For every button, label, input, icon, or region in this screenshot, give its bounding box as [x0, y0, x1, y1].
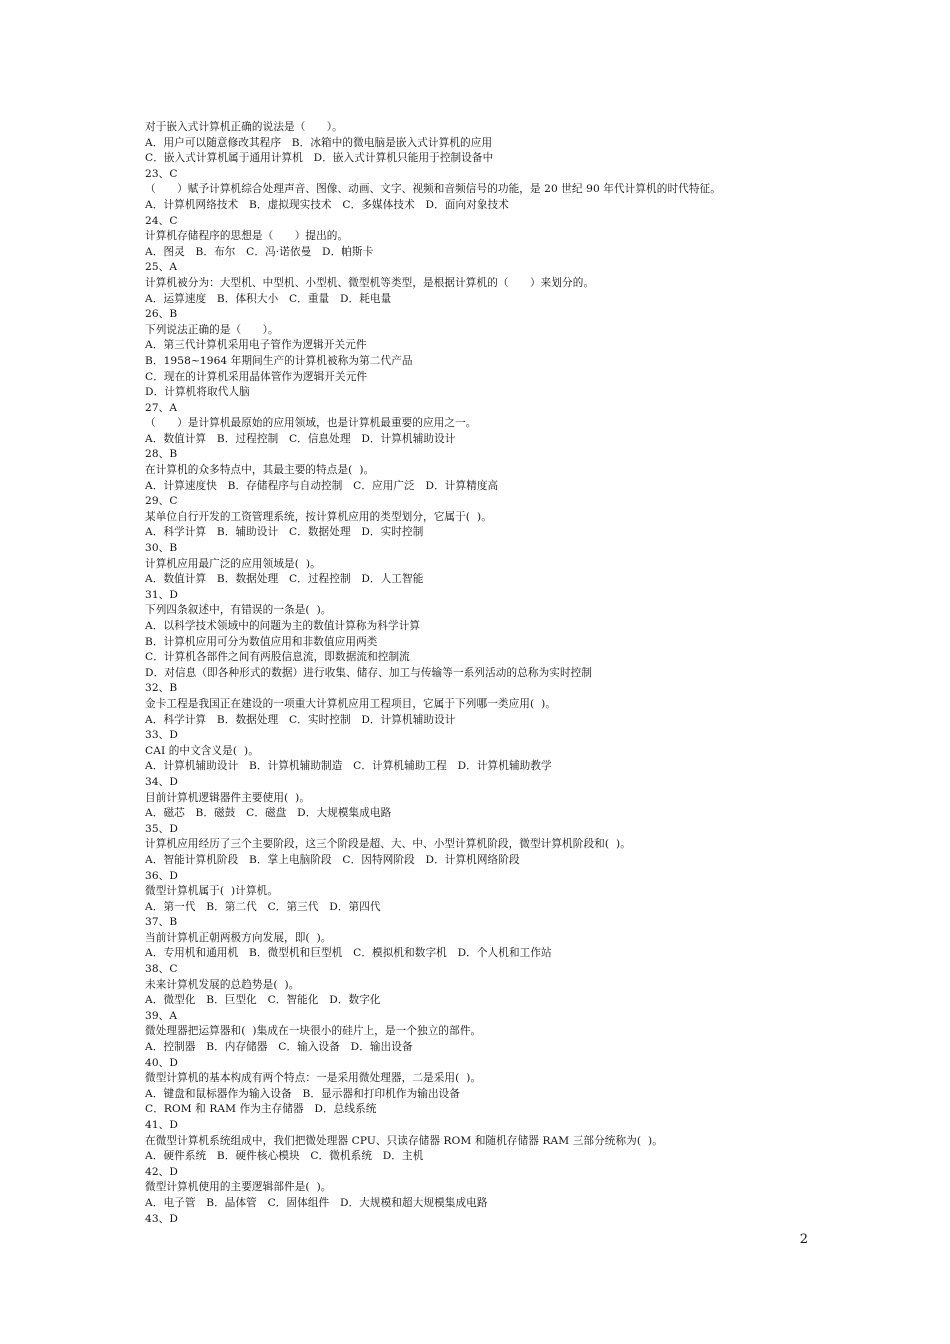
text-line: 计算机应用最广泛的应用领域是( )。	[145, 557, 321, 570]
text-line: A．科学计算 B．辅助设计 C．数据处理 D．实时控制	[145, 526, 424, 539]
text-line: 下列说法正确的是（ ）。	[145, 323, 279, 336]
text-line: A．数值计算 B．过程控制 C．信息处理 D．计算机辅助设计	[145, 432, 456, 445]
text-line: CAI 的中文含义是( )。	[145, 744, 259, 757]
text-line: 33、D	[145, 729, 178, 742]
text-line: 在微型计算机系统组成中，我们把微处理器 CPU、只读存储器 ROM 和随机存储器 RAM 三部分统称为( )。	[145, 1134, 663, 1147]
text-line: 37、B	[145, 916, 178, 929]
text-line: 微处理器把运算器和( )集成在一块很小的硅片上，是一个独立的部件。	[145, 1025, 482, 1038]
text-line: A．控制器 B．内存储器 C．输入设备 D．输出设备	[145, 1041, 413, 1054]
text-line: （ ）是计算机最原始的应用领域，也是计算机最重要的应用之一。	[145, 417, 477, 430]
text-line: 38、C	[145, 963, 178, 976]
text-line: A．用户可以随意修改其程序 B．冰箱中的微电脑是嵌入式计算机的应用	[145, 136, 493, 149]
text-line: A．计算机网络技术 B．虚拟现实技术 C．多媒体技术 D．面向对象技术	[145, 198, 509, 211]
text-line: 25、A	[145, 261, 178, 274]
text-line: A．第三代计算机采用电子管作为逻辑开关元件	[145, 339, 367, 352]
text-line: A．以科学技术领域中的问题为主的数值计算称为科学计算	[145, 620, 421, 632]
text-line: C．ROM 和 RAM 作为主存储器 D．总线系统	[145, 1103, 377, 1116]
text-line: 31、D	[145, 588, 178, 601]
text-line: B．计算机应用可分为数值应用和非数值应用两类	[145, 635, 378, 648]
text-line: 计算机存储程序的思想是（ ）提出的。	[145, 230, 349, 243]
text-line: A．计算机辅助设计 B．计算机辅助制造 C．计算机辅助工程 D．计算机辅助教学	[145, 760, 552, 773]
text-line: A．计算速度快 B．存储程序与自动控制 C．应用广泛 D．计算精度高	[145, 479, 499, 492]
text-line: 36、D	[145, 869, 178, 882]
text-line: （ ）赋予计算机综合处理声音、图像、动画、文字、视频和音频信号的功能，是 20 世纪 90 年代计算机的时代特征。	[145, 183, 721, 196]
text-line: A．第一代 B．第二代 C．第三代 D．第四代	[145, 900, 381, 913]
text-line: 39、A	[145, 1009, 178, 1022]
text-line: 43、D	[145, 1212, 178, 1225]
text-line: 29、C	[145, 495, 178, 508]
text-line: A．硬件系统 B．硬件核心模块 C．微机系统 D．主机	[145, 1150, 424, 1163]
text-line: A．键盘和鼠标器作为输入设备 B．显示器和打印机作为输出设备	[145, 1087, 461, 1100]
text-line: 40、D	[145, 1056, 178, 1069]
text-line: D．计算机将取代人脑	[145, 386, 250, 399]
text-line: 对于嵌入式计算机正确的说法是（ ）。	[145, 121, 343, 133]
text-line: 目前计算机逻辑器件主要使用( )。	[145, 791, 311, 804]
text-line: 41、D	[145, 1119, 178, 1131]
page-number: 2	[799, 1232, 808, 1247]
text-line: 在计算机的众多特点中，其最主要的特点是( )。	[145, 464, 375, 477]
text-line: 计算机应用经历了三个主要阶段，这三个阶段是超、大、中、小型计算机阶段，微型计算机阶段和( )。	[145, 838, 631, 851]
text-line: 计算机被分为：大型机、中型机、小型机、微型机等类型，是根据计算机的（ ）来划分的。	[145, 276, 595, 289]
text-line: 24、C	[145, 214, 178, 227]
text-line: C．嵌入式计算机属于通用计算机 D．嵌入式计算机只能用于控制设备中	[145, 152, 494, 165]
text-line: 微型计算机使用的主要逻辑部件是( )。	[145, 1181, 332, 1194]
text-line: A．微型化 B．巨型化 C．智能化 D．数字化	[145, 994, 381, 1007]
text-line: 某单位自行开发的工资管理系统，按计算机应用的类型划分，它属于( )。	[145, 510, 492, 523]
text-line: 微型计算机的基本构成有两个特点：一是采用微处理器，二是采用( )。	[145, 1072, 482, 1085]
text-line: 当前计算机正朝两极方向发展，即( )。	[145, 931, 332, 944]
text-line: A．专用机和通用机 B．微型机和巨型机 C．模拟机和数字机 D．个人机和工作站	[145, 947, 552, 960]
text-line: C．现在的计算机采用晶体管作为逻辑开关元件	[145, 370, 368, 383]
text-line: 42、D	[145, 1165, 178, 1178]
text-line: 金卡工程是我国正在建设的一项重大计算机应用工程项目，它属于下列哪一类应用( )。	[145, 697, 557, 710]
text-line: 32、B	[145, 682, 178, 695]
text-line: 未来计算机发展的总趋势是( )。	[145, 978, 300, 991]
text-line: A．电子管 B．晶体管 C．固体组件 D．大规模和超大规模集成电路	[145, 1196, 488, 1209]
text-line: C．计算机各部件之间有两股信息流，即数据流和控制流	[145, 651, 410, 664]
text-line: B．1958~1964 年期间生产的计算机被称为第二代产品	[145, 354, 413, 367]
text-line: 26、B	[145, 308, 178, 321]
text-line: 28、B	[145, 448, 178, 461]
text-line: 34、D	[145, 775, 178, 788]
text-line: D．对信息（即各种形式的数据）进行收集、储存、加工与传输等一系列活动的总称为实时控制	[145, 666, 593, 679]
text-line: A．磁芯 B．磁鼓 C．磁盘 D．大规模集成电路	[145, 807, 392, 820]
document-body	[145, 120, 845, 1227]
text-line: 23、C	[145, 167, 178, 180]
text-line: 27、A	[145, 401, 178, 414]
text-line: 35、D	[145, 822, 178, 835]
text-line: A．运算速度 B．体积大小 C．重量 D．耗电量	[145, 292, 392, 305]
text-line: 30、B	[145, 542, 178, 555]
text-line: 下列四条叙述中，有错误的一条是( )。	[145, 604, 332, 617]
text-line: A．数值计算 B．数据处理 C．过程控制 D．人工智能	[145, 573, 424, 586]
text-line: A．智能计算机阶段 B．掌上电脑阶段 C．因特网阶段 D．计算机网络阶段	[145, 853, 520, 866]
text-line: 微型计算机属于( )计算机。	[145, 885, 279, 898]
text-line: A．科学计算 B．数据处理 C．实时控制 D．计算机辅助设计	[145, 713, 456, 726]
text-line: A．图灵 B．布尔 C．冯·诺依曼 D．帕斯卡	[145, 245, 374, 258]
